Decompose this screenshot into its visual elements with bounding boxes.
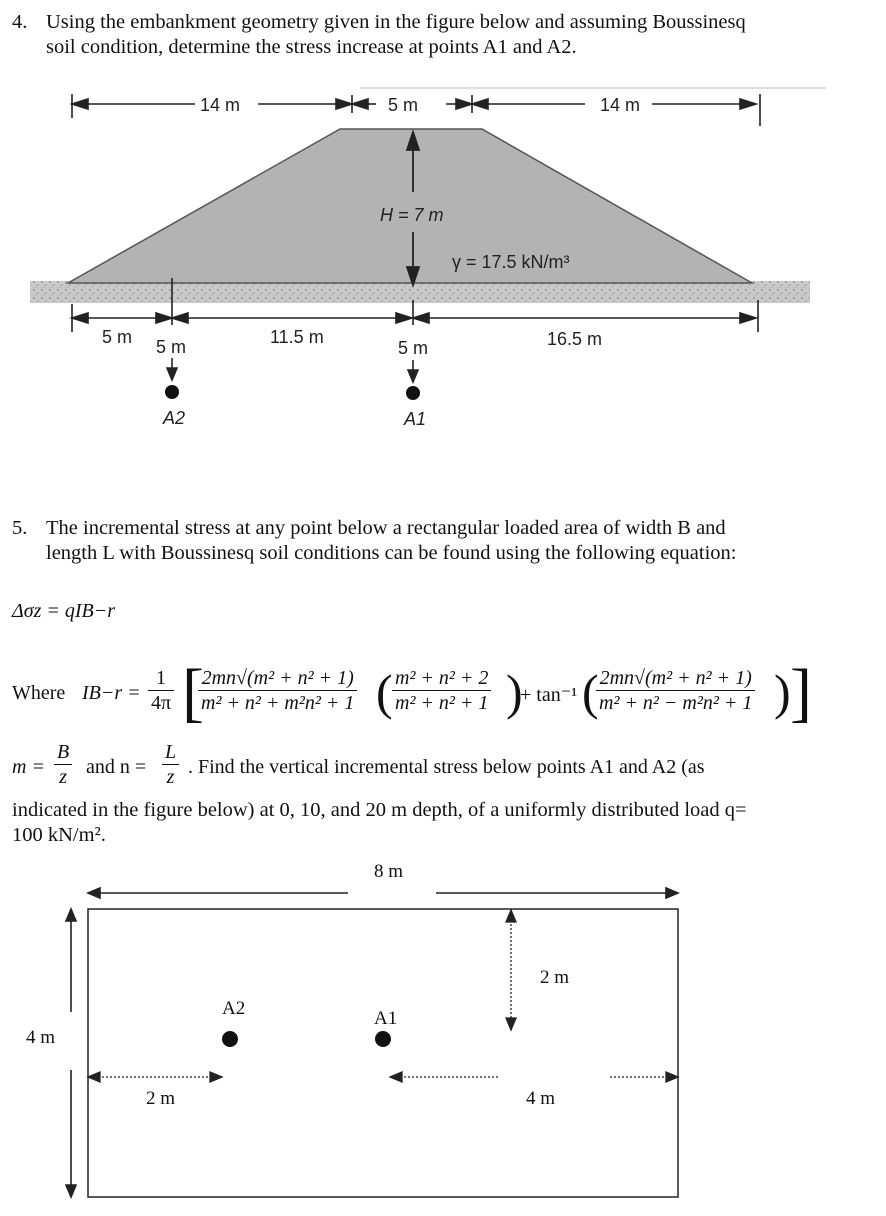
- height-label: H = 7 m: [380, 205, 444, 225]
- left-offset-dimension: [88, 1072, 222, 1082]
- term-3-numerator: 2mn√(m² + n² + 1): [596, 666, 755, 691]
- left-offset-label: 2 m: [146, 1088, 176, 1109]
- n-fraction: [162, 740, 179, 789]
- dim-bottom-11-5m: 11.5 m: [270, 327, 324, 347]
- vertical-offset-dimension: [506, 910, 516, 1030]
- point-a1-label: A1: [404, 409, 427, 429]
- dim-a2-depth: 5 m: [156, 337, 187, 357]
- m-def-lhs: m =: [12, 756, 45, 778]
- paren-open-1: (: [376, 664, 393, 720]
- dim-bottom-16-5m: 16.5 m: [547, 329, 603, 349]
- point-a1-marker: [406, 386, 420, 400]
- term-3-denominator: m² + n² − m²n² + 1: [599, 692, 753, 714]
- question-4-line-2: soil condition, determine the stress increase at points A1 and A2.: [46, 36, 577, 58]
- point-a2-label: A2: [163, 408, 186, 428]
- term-1-fraction: [198, 666, 357, 715]
- a2-label: A2: [222, 998, 246, 1019]
- question-5-text: [46, 516, 866, 566]
- influence-factor-lhs: IB−r =: [82, 682, 141, 704]
- right-offset-label: 4 m: [526, 1088, 556, 1109]
- m-fraction: [54, 740, 72, 789]
- plus-tan: + tan⁻¹: [520, 684, 578, 706]
- a2-depth-arrow: [167, 358, 177, 380]
- find-text: . Find the vertical incremental stress below points A1 and A2 (as: [188, 756, 705, 778]
- term-1-numerator: 2mn√(m² + n² + 1): [198, 666, 357, 691]
- coefficient-fraction: [148, 666, 174, 715]
- a1-label: A1: [374, 1008, 398, 1029]
- stress-equation: Δσz = qIB−r: [12, 600, 116, 622]
- offset-label: 2 m: [540, 967, 570, 988]
- question-4-line-1: Using the embankment geometry given in the figure below and assuming Boussinesq: [46, 11, 746, 33]
- where-label: Where: [12, 682, 66, 704]
- n-numerator: L: [162, 740, 179, 765]
- a1-point: [375, 1031, 391, 1047]
- width-label: 8 m: [374, 861, 404, 882]
- dim-top-left: 14 m: [200, 95, 241, 115]
- term-2-denominator: m² + n² + 1: [395, 692, 489, 714]
- a1-depth-arrow: [408, 360, 418, 382]
- term-2-numerator: m² + n² + 2: [392, 666, 491, 691]
- ground-strip: [30, 281, 810, 303]
- term-1-denominator: m² + n² + m²n² + 1: [201, 692, 355, 714]
- question-5-line-3: indicated in the figure below) at 0, 10, and 20 m depth, of a uniformly distributed load q=: [12, 799, 747, 821]
- coefficient-denominator: 4π: [151, 692, 172, 714]
- term-2-fraction: [392, 666, 491, 715]
- paren-close-2: ): [774, 664, 791, 720]
- right-bracket: ]: [790, 656, 812, 729]
- question-5: [0, 516, 886, 568]
- and-n-label: and n =: [86, 756, 147, 778]
- width-dimension: [88, 888, 678, 898]
- influence-factor-equation: [12, 656, 872, 736]
- height-label: 4 m: [26, 1027, 56, 1048]
- dim-top-right: 14 m: [600, 95, 641, 115]
- loaded-area-rectangle: [88, 909, 678, 1197]
- dim-top-mid: 5 m: [388, 95, 419, 115]
- a2-point: [222, 1031, 238, 1047]
- term-3-fraction: [596, 666, 755, 715]
- question-5-line-1: The incremental stress at any point below a rectangular loaded area of width B and: [46, 517, 726, 539]
- paren-open-2: (: [582, 664, 599, 720]
- paren-close-1: ): [506, 664, 523, 720]
- m-denominator: z: [59, 766, 67, 788]
- dim-a1-depth: 5 m: [398, 338, 429, 358]
- question-5-line-4: 100 kN/m².: [12, 824, 106, 846]
- unit-weight-label: γ = 17.5 kN/m³: [452, 252, 570, 272]
- point-a2-marker: [165, 385, 179, 399]
- coefficient-numerator: 1: [148, 666, 174, 691]
- question-4-number: 4.: [12, 11, 28, 33]
- n-denominator: z: [166, 766, 175, 788]
- right-offset-dimension: [390, 1072, 678, 1082]
- m-n-definition: [12, 740, 872, 792]
- m-numerator: B: [54, 740, 72, 765]
- question-5-line-2: length L with Boussinesq soil conditions can be found using the following equation:: [46, 542, 737, 564]
- dim-bottom-5m-left: 5 m: [102, 327, 133, 347]
- question-5-number: 5.: [12, 517, 28, 539]
- height-dimension: [66, 909, 76, 1197]
- embankment-figure: [0, 0, 886, 470]
- left-bracket: [: [182, 656, 204, 729]
